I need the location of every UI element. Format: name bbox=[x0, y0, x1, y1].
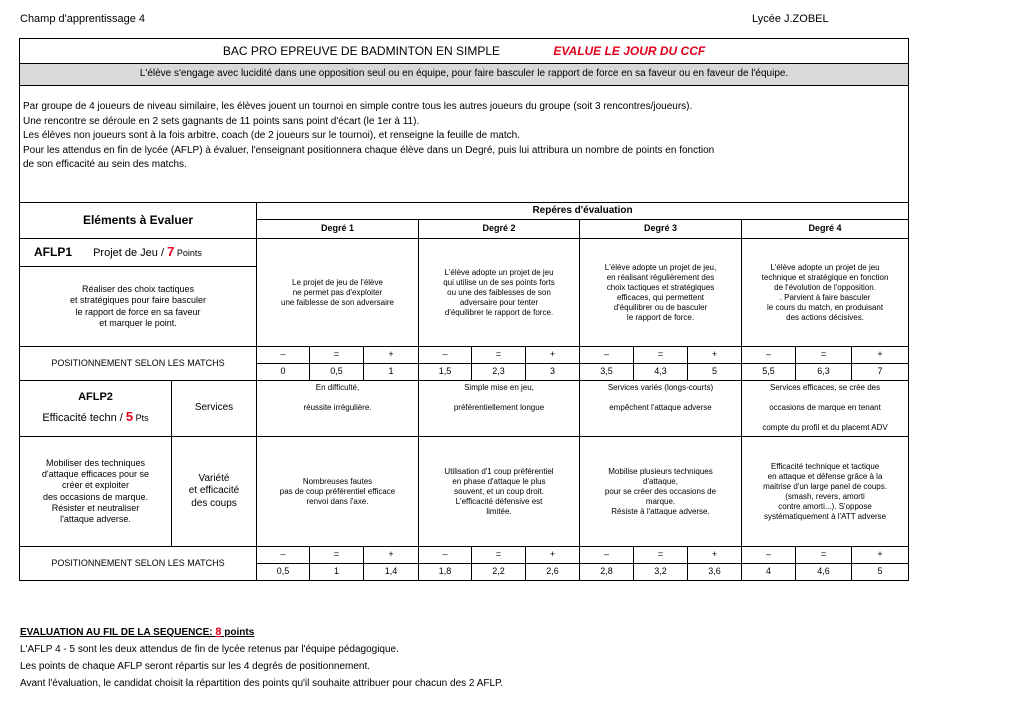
degree-header: Degré 3 bbox=[580, 220, 742, 239]
intro-line: Par groupe de 4 joueurs de niveau similaire, les élèves jouent un tournoi en simple contre tous les autres joueurs du groupe (soit 3 rencontres/joueurs). bbox=[23, 101, 693, 112]
aflp1-points-cell: 4,3 bbox=[634, 364, 688, 381]
title-main: BAC PRO EPREUVE DE BADMINTON EN SIMPLE bbox=[222, 43, 501, 58]
aflp1-degree-1: Le projet de jeu de l'élève ne permet pas d'exploiter une faiblesse de son adversaire bbox=[257, 239, 419, 347]
variete-degree-3: Mobilise plusieurs techniques d'attaque, pour se créer des occasions de marque. Résiste à l'attaque adverse. bbox=[580, 437, 742, 547]
aflp1-points-cell: 7 bbox=[852, 364, 909, 381]
intro-block bbox=[20, 86, 909, 203]
sign-equal: = bbox=[796, 547, 852, 564]
sign-plus: + bbox=[526, 547, 580, 564]
sign-minus: – bbox=[419, 347, 472, 364]
aflp1-points-cell: 2,3 bbox=[472, 364, 526, 381]
services-degree-1: En difficulté, réussite irrégulière. bbox=[257, 381, 419, 437]
aflp1-points-cell: 0,5 bbox=[310, 364, 364, 381]
sign-minus: – bbox=[257, 347, 310, 364]
services-degree-4: Services efficaces, se crée des occasions de marque en tenant compte du profil et du placemt ADV bbox=[742, 381, 909, 437]
footer-line: Les points de chaque AFLP seront répartis sur les 4 degrés de positionnement. bbox=[20, 661, 371, 672]
positionnement-label: POSITIONNEMENT SELON LES MATCHS bbox=[20, 347, 257, 381]
aflp2-points: 5 bbox=[125, 409, 134, 424]
sign-plus: + bbox=[364, 347, 419, 364]
aflp1-points: 7 bbox=[167, 244, 175, 260]
sign-plus: + bbox=[688, 547, 742, 564]
variete-degree-4: Efficacité technique et tactique en attaque et défense grâce à la maitrise d'un large panel de coups. (smash, revers, amorti contre amorti...). S'oppose systématiquement à l'ATT adverse bbox=[742, 437, 909, 547]
sign-plus: + bbox=[526, 347, 580, 364]
aflp2-points-cell: 3,2 bbox=[634, 564, 688, 581]
aflp1-points-cell: 0 bbox=[257, 364, 310, 381]
sign-equal: = bbox=[634, 547, 688, 564]
aflp2-points-cell: 2,2 bbox=[472, 564, 526, 581]
sign-equal: = bbox=[310, 547, 364, 564]
aflp1-points-cell: 5 bbox=[688, 364, 742, 381]
elements-title: Eléments à Evaluer bbox=[20, 203, 257, 239]
sign-minus: – bbox=[419, 547, 472, 564]
aflp2-points-cell: 5 bbox=[852, 564, 909, 581]
aflp2-points-cell: 4 bbox=[742, 564, 796, 581]
intro-line: Pour les attendus en fin de lycée (AFLP) à évaluer, l'enseignant positionnera chaque élève dans un Degré, puis lui attribura un nombre de points en fonction bbox=[23, 144, 715, 156]
aflp2-description: Mobiliser des techniques d'attaque efficaces pour se créer et exploiter des occasions de marque. Résister et neutraliser l'attaque adverse. bbox=[20, 437, 172, 547]
aflp2-name: Efficacité techn / bbox=[42, 412, 126, 424]
header-right-text: Lycée J.ZOBEL bbox=[752, 13, 829, 25]
aflp1-name: Projet de Jeu / bbox=[93, 247, 168, 260]
aflp2-points-cell: 1,8 bbox=[419, 564, 472, 581]
sign-plus: + bbox=[852, 547, 909, 564]
sign-plus: + bbox=[364, 547, 419, 564]
aflp1-points-cell: 5,5 bbox=[742, 364, 796, 381]
variete-degree-1: Nombreuses fautes pas de coup préférentiel efficace renvoi dans l'axe. bbox=[257, 437, 419, 547]
aflp1-code: AFLP1 bbox=[34, 245, 73, 260]
aflp2-points-cell: 0,5 bbox=[257, 564, 310, 581]
sign-equal: = bbox=[472, 547, 526, 564]
intro-line: Les élèves non joueurs sont à la fois arbitre, coach (de 2 joueurs sur le tournoi), et renseigne la feuille de match. bbox=[23, 130, 520, 141]
footer-line: Avant l'évaluation, le candidat choisit la répartition des points qu'il souhaite attribuer pour chacun des 2 AFLP. bbox=[20, 678, 504, 689]
evaluation-grid bbox=[19, 38, 909, 581]
sign-equal: = bbox=[310, 347, 364, 364]
title-highlight: EVALUE LE JOUR DU CCF bbox=[553, 43, 706, 58]
degree-header: Degré 4 bbox=[742, 220, 909, 239]
objective-text: L'élève s'engage avec lucidité dans une opposition seul ou en équipe, pour faire basculer le rapport de force en sa faveur ou en faveur de l'équipe. bbox=[20, 64, 909, 86]
sign-equal: = bbox=[634, 347, 688, 364]
header-left-text: Champ d'apprentissage 4 bbox=[20, 13, 146, 25]
aflp2-points-cell: 2,8 bbox=[580, 564, 634, 581]
services-degree-2: Simple mise en jeu, préférentiellement longue bbox=[419, 381, 580, 437]
degree-header: Degré 1 bbox=[257, 220, 419, 239]
sign-minus: – bbox=[742, 547, 796, 564]
reperes-title: Repéres d'évaluation bbox=[257, 203, 909, 220]
positionnement-label: POSITIONNEMENT SELON LES MATCHS bbox=[20, 547, 257, 581]
sign-minus: – bbox=[742, 347, 796, 364]
aflp2-code: AFLP2 bbox=[78, 391, 113, 404]
aflp1-degree-3: L'élève adopte un projet de jeu, en réalisant régulièrement des choix tactiques et stratégiques efficaces, qui permettent d'équilibrer ou de basculer le rapport de force. bbox=[580, 239, 742, 347]
aflp1-points-cell: 3 bbox=[526, 364, 580, 381]
sign-minus: – bbox=[580, 547, 634, 564]
aflp1-header bbox=[20, 239, 257, 267]
sign-plus: + bbox=[852, 347, 909, 364]
aflp1-points-cell: 3,5 bbox=[580, 364, 634, 381]
aflp2-points-cell: 1,4 bbox=[364, 564, 419, 581]
variete-label: Variété et efficacité des coups bbox=[172, 437, 257, 547]
footer-line: L'AFLP 4 - 5 sont les deux attendus de fin de lycée retenus par l'équipe pédagogique. bbox=[20, 644, 399, 655]
aflp2-header bbox=[20, 381, 172, 437]
sign-plus: + bbox=[688, 347, 742, 364]
footer-title-points: 8 bbox=[215, 626, 222, 638]
services-degree-3: Services variés (longs-courts) empêchent l'attaque adverse bbox=[580, 381, 742, 437]
title-cell bbox=[20, 39, 909, 64]
services-label: Services bbox=[172, 381, 257, 437]
footer-title: EVALUATION AU FIL DE LA SEQUENCE: 8 points bbox=[20, 626, 255, 638]
aflp1-points-cell: 6,3 bbox=[796, 364, 852, 381]
variete-degree-2: Utilisation d'1 coup préférentiel en phase d'attaque le plus souvent, et un coup droit. L'efficacité défensive est limitée. bbox=[419, 437, 580, 547]
aflp1-degree-2: L'élève adopte un projet de jeu qui utilise un de ses points forts ou une des faiblesses de son adversaire pour tenter d'équilibrer le rapport de force. bbox=[419, 239, 580, 347]
aflp1-points-unit: Points bbox=[174, 248, 202, 259]
aflp2-points-unit: Pts bbox=[133, 413, 149, 423]
intro-line: de son efficacité au sein des matchs. bbox=[23, 159, 187, 170]
intro-line: Une rencontre se déroule en 2 sets gagnants de 11 points sans point d'écart (le 1er à 11). bbox=[23, 115, 420, 127]
sign-minus: – bbox=[580, 347, 634, 364]
aflp1-degree-4: L'élève adopte un projet de jeu technique et stratégique en fonction de l'évolution de l'opposition. . Parvient à faire basculer le cours du match, en produisant des actions décisives. bbox=[742, 239, 909, 347]
sign-equal: = bbox=[796, 347, 852, 364]
sign-minus: – bbox=[257, 547, 310, 564]
aflp1-points-cell: 1 bbox=[364, 364, 419, 381]
sign-equal: = bbox=[472, 347, 526, 364]
aflp2-points-cell: 1 bbox=[310, 564, 364, 581]
degree-header: Degré 2 bbox=[419, 220, 580, 239]
aflp2-points-cell: 2,6 bbox=[526, 564, 580, 581]
aflp1-points-cell: 1,5 bbox=[419, 364, 472, 381]
aflp2-points-cell: 3,6 bbox=[688, 564, 742, 581]
aflp1-description: Réaliser des choix tactiques et stratégiques pour faire basculer le rapport de force en sa faveur et marquer le point. bbox=[20, 267, 257, 347]
aflp2-points-cell: 4,6 bbox=[796, 564, 852, 581]
